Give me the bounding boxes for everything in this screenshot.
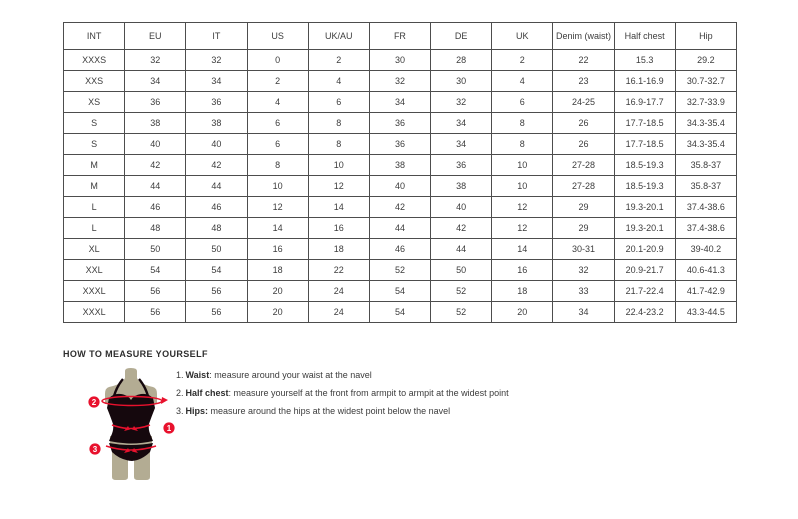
table-cell: 32 [431,92,492,113]
mannequin-illustration-icon [83,368,179,482]
table-cell: 42 [125,155,186,176]
table-row [64,176,737,197]
badge-chest-number: 2 [91,397,97,407]
table-row [64,92,737,113]
table-row [64,197,737,218]
table-cell: 21.7-22.4 [614,281,675,302]
table-cell: 40 [186,134,247,155]
table-cell: 18 [247,260,308,281]
table-cell: 54 [369,281,430,302]
table-cell: 56 [125,302,186,323]
table-cell: 20 [247,302,308,323]
table-cell: 38 [431,176,492,197]
table-cell: 4 [247,92,308,113]
table-cell: M [64,155,125,176]
table-cell: 38 [125,113,186,134]
column-header: DE [431,23,492,50]
table-cell: 2 [308,50,369,71]
table-cell: 42 [431,218,492,239]
measure-step [176,407,509,416]
table-cell: 50 [186,239,247,260]
table-cell: 29 [553,197,614,218]
table-cell: 24 [308,302,369,323]
step-number: 1. [176,370,184,380]
table-cell: M [64,176,125,197]
table-cell: 15.3 [614,50,675,71]
table-cell: 32 [125,50,186,71]
step-label: Half chest [185,388,229,398]
column-header: Half chest [614,23,675,50]
table-cell: XXL [64,260,125,281]
table-cell: 8 [247,155,308,176]
table-cell: 34 [431,134,492,155]
table-cell: 54 [186,260,247,281]
table-cell: 44 [186,176,247,197]
measure-step [176,389,509,398]
table-cell: 56 [186,302,247,323]
table-cell: 16 [492,260,553,281]
table-cell: 39-40.2 [675,239,736,260]
table-row [64,113,737,134]
table-cell: 8 [308,134,369,155]
badge-chest [88,396,99,407]
table-cell: 12 [492,197,553,218]
column-header: UK [492,23,553,50]
table-cell: 37.4-38.6 [675,218,736,239]
table-cell: 10 [492,155,553,176]
table-cell: 38 [186,113,247,134]
table-cell: 40 [369,176,430,197]
table-cell: 20.1-20.9 [614,239,675,260]
table-row [64,260,737,281]
table-cell: 22 [553,50,614,71]
table-row [64,302,737,323]
size-chart-table [63,22,737,323]
table-cell: 26 [553,113,614,134]
table-cell: 6 [308,92,369,113]
table-cell: 36 [369,134,430,155]
table-cell: 30.7-32.7 [675,71,736,92]
table-cell: 52 [369,260,430,281]
column-header: FR [369,23,430,50]
table-cell: 34 [431,113,492,134]
table-cell: L [64,197,125,218]
table-cell: 12 [247,197,308,218]
table-cell: 34.3-35.4 [675,134,736,155]
badge-waist [163,422,174,433]
table-cell: 10 [492,176,553,197]
measure-steps-list [176,371,509,425]
table-cell: 43.3-44.5 [675,302,736,323]
column-header: US [247,23,308,50]
table-cell: 27-28 [553,176,614,197]
table-cell: 12 [492,218,553,239]
table-cell: 2 [247,71,308,92]
table-cell: 56 [125,281,186,302]
table-cell: 37.4-38.6 [675,197,736,218]
table-cell: 50 [125,239,186,260]
table-cell: 40 [125,134,186,155]
table-cell: XXXS [64,50,125,71]
table-cell: 0 [247,50,308,71]
column-header: Hip [675,23,736,50]
table-cell: 18.5-19.3 [614,176,675,197]
table-cell: 19.3-20.1 [614,197,675,218]
table-cell: 14 [492,239,553,260]
table-cell: 14 [247,218,308,239]
table-cell: XS [64,92,125,113]
table-cell: 4 [308,71,369,92]
table-cell: 54 [125,260,186,281]
step-text: : measure around your waist at the navel [209,370,372,380]
table-cell: 46 [186,197,247,218]
step-number: 2. [176,388,184,398]
table-cell: 34 [186,71,247,92]
table-cell: 24-25 [553,92,614,113]
table-cell: 32 [553,260,614,281]
table-cell: 16.1-16.9 [614,71,675,92]
table-cell: 16 [247,239,308,260]
step-text: measure around the hips at the widest point below the navel [208,406,451,416]
table-cell: 18 [492,281,553,302]
table-cell: 34 [125,71,186,92]
table-cell: 18.5-19.3 [614,155,675,176]
column-header: Denim (waist) [553,23,614,50]
table-cell: 38 [369,155,430,176]
table-cell: 36 [125,92,186,113]
table-cell: 6 [492,92,553,113]
table-row [64,239,737,260]
measure-step [176,371,509,380]
table-cell: 30 [369,50,430,71]
table-cell: 2 [492,50,553,71]
table-cell: 48 [125,218,186,239]
table-cell: 52 [431,281,492,302]
step-label: Waist [185,370,210,380]
badge-waist-number: 1 [166,423,172,433]
table-row [64,218,737,239]
table-cell: 6 [247,134,308,155]
column-header: EU [125,23,186,50]
table-cell: 27-28 [553,155,614,176]
column-header: IT [186,23,247,50]
table-cell: 30-31 [553,239,614,260]
table-cell: 8 [492,134,553,155]
table-cell: 33 [553,281,614,302]
table-cell: S [64,113,125,134]
table-row [64,134,737,155]
table-cell: 50 [431,260,492,281]
table-cell: 36 [369,113,430,134]
how-to-measure-title: HOW TO MEASURE YOURSELF [63,349,208,359]
table-cell: XXXL [64,302,125,323]
table-row [64,50,737,71]
table-cell: 20 [247,281,308,302]
table-cell: 29 [553,218,614,239]
table-cell: 24 [308,281,369,302]
table-cell: 42 [186,155,247,176]
table-cell: 28 [431,50,492,71]
table-cell: 34 [369,92,430,113]
table-cell: 36 [186,92,247,113]
table-row [64,281,737,302]
table-cell: 8 [492,113,553,134]
measurement-figure [83,368,179,482]
step-label: Hips: [185,406,209,416]
table-cell: 32 [369,71,430,92]
table-cell: 44 [369,218,430,239]
table-cell: 56 [186,281,247,302]
table-cell: 12 [308,176,369,197]
column-header: INT [64,23,125,50]
table-cell: 26 [553,134,614,155]
table-cell: 19.3-20.1 [614,218,675,239]
table-row [64,155,737,176]
table-cell: 40.6-41.3 [675,260,736,281]
step-text: : measure yourself at the front from armpit to armpit at the widest point [228,388,509,398]
table-cell: 22 [308,260,369,281]
table-cell: 8 [308,113,369,134]
table-cell: 18 [308,239,369,260]
table-row [64,71,737,92]
camisole-bodice [107,394,155,444]
column-header: UK/AU [308,23,369,50]
table-cell: L [64,218,125,239]
table-cell: XL [64,239,125,260]
table-cell: XXS [64,71,125,92]
chest-measure-arrow [161,397,168,404]
table-cell: 20 [492,302,553,323]
table-cell: 46 [369,239,430,260]
badge-hips-number: 3 [92,444,98,454]
table-cell: 46 [125,197,186,218]
table-cell: 41.7-42.9 [675,281,736,302]
table-cell: 23 [553,71,614,92]
table-cell: 17.7-18.5 [614,113,675,134]
step-number: 3. [176,406,184,416]
badge-hips [89,443,100,454]
table-cell: 34.3-35.4 [675,113,736,134]
table-cell: 32 [186,50,247,71]
table-cell: 10 [247,176,308,197]
table-cell: 44 [125,176,186,197]
table-cell: 35.8-37 [675,176,736,197]
table-cell: 16.9-17.7 [614,92,675,113]
table-cell: 20.9-21.7 [614,260,675,281]
table-cell: 44 [431,239,492,260]
table-cell: 22.4-23.2 [614,302,675,323]
table-cell: 52 [431,302,492,323]
table-cell: 32.7-33.9 [675,92,736,113]
table-cell: 34 [553,302,614,323]
table-cell: 36 [431,155,492,176]
table-cell: 40 [431,197,492,218]
header-row [64,23,737,50]
table-cell: 10 [308,155,369,176]
table-cell: S [64,134,125,155]
table-cell: 35.8-37 [675,155,736,176]
table-cell: 16 [308,218,369,239]
table-cell: 48 [186,218,247,239]
table-cell: 4 [492,71,553,92]
table-cell: XXXL [64,281,125,302]
table-cell: 14 [308,197,369,218]
table-cell: 54 [369,302,430,323]
table-cell: 42 [369,197,430,218]
table-cell: 17.7-18.5 [614,134,675,155]
table-cell: 6 [247,113,308,134]
table-cell: 29.2 [675,50,736,71]
table-cell: 30 [431,71,492,92]
